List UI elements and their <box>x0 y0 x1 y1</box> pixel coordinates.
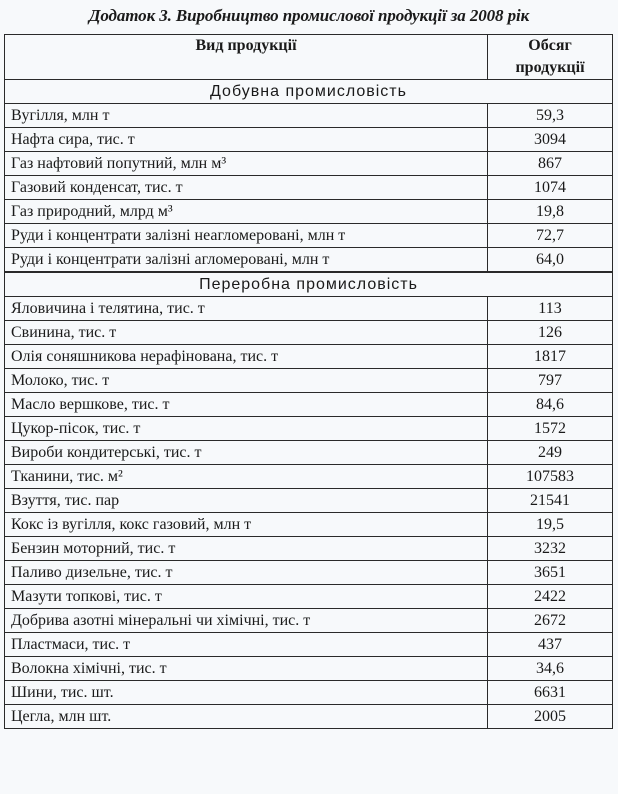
product-name-cell: Свинина, тис. т <box>5 321 488 345</box>
product-name-cell: Паливо дизельне, тис. т <box>5 561 488 585</box>
product-volume-cell: 3094 <box>488 128 613 152</box>
product-volume-cell: 84,6 <box>488 393 613 417</box>
product-volume-cell: 59,3 <box>488 104 613 128</box>
table-row <box>5 248 613 273</box>
table-caption: Додаток 3. Виробництво промислової продукції за 2008 рік <box>88 6 530 25</box>
product-name-cell: Шини, тис. шт. <box>5 681 488 705</box>
product-volume-cell: 126 <box>488 321 613 345</box>
column-header-product: Вид продукції <box>5 35 488 80</box>
product-volume-cell: 1074 <box>488 176 613 200</box>
header-row <box>5 35 613 80</box>
product-volume-cell: 249 <box>488 441 613 465</box>
product-volume-cell: 19,8 <box>488 200 613 224</box>
table-row <box>5 705 613 729</box>
section-row <box>5 272 613 297</box>
product-name-cell: Добрива азотні мінеральні чи хімічні, тис. т <box>5 609 488 633</box>
product-volume-cell: 21541 <box>488 489 613 513</box>
product-volume-cell: 1817 <box>488 345 613 369</box>
table-row <box>5 441 613 465</box>
product-name-cell: Мазути топкові, тис. т <box>5 585 488 609</box>
product-name-cell: Бензин моторний, тис. т <box>5 537 488 561</box>
product-name-cell: Газ нафтовий попутний, млн м³ <box>5 152 488 176</box>
table-row <box>5 152 613 176</box>
product-name-cell: Взуття, тис. пар <box>5 489 488 513</box>
product-name-cell: Олія соняшникова нерафінована, тис. т <box>5 345 488 369</box>
table-row <box>5 561 613 585</box>
product-name-cell: Пластмаси, тис. т <box>5 633 488 657</box>
table-row <box>5 128 613 152</box>
column-header-volume-line2: продукції <box>515 59 585 76</box>
product-name-cell: Цукор-пісок, тис. т <box>5 417 488 441</box>
table-row <box>5 489 613 513</box>
product-name-cell: Нафта сира, тис. т <box>5 128 488 152</box>
product-name-cell: Вироби кондитерські, тис. т <box>5 441 488 465</box>
product-volume-cell: 107583 <box>488 465 613 489</box>
table-row <box>5 465 613 489</box>
product-volume-cell: 867 <box>488 152 613 176</box>
product-volume-cell: 797 <box>488 369 613 393</box>
table-row <box>5 681 613 705</box>
table-row <box>5 176 613 200</box>
table-row <box>5 513 613 537</box>
column-header-volume <box>488 35 613 80</box>
table-body <box>5 80 613 729</box>
production-table <box>4 34 613 729</box>
product-name-cell: Тканини, тис. м² <box>5 465 488 489</box>
product-volume-cell: 1572 <box>488 417 613 441</box>
product-name-cell: Цегла, млн шт. <box>5 705 488 729</box>
table-row <box>5 417 613 441</box>
product-name-cell: Масло вершкове, тис. т <box>5 393 488 417</box>
table-row <box>5 345 613 369</box>
table-row <box>5 104 613 128</box>
product-name-cell: Яловичина і телятина, тис. т <box>5 297 488 321</box>
table-row <box>5 297 613 321</box>
product-volume-cell: 3651 <box>488 561 613 585</box>
table-row <box>5 200 613 224</box>
product-volume-cell: 64,0 <box>488 248 613 273</box>
product-volume-cell: 2422 <box>488 585 613 609</box>
product-volume-cell: 6631 <box>488 681 613 705</box>
table-row <box>5 393 613 417</box>
column-header-volume-line1: Обсяг <box>528 37 572 54</box>
product-volume-cell: 2005 <box>488 705 613 729</box>
table-row <box>5 657 613 681</box>
section-title: Переробна промисловість <box>5 272 613 297</box>
table-row <box>5 224 613 248</box>
product-name-cell: Кокс із вугілля, кокс газовий, млн т <box>5 513 488 537</box>
product-name-cell: Молоко, тис. т <box>5 369 488 393</box>
section-title: Добувна промисловість <box>5 80 613 104</box>
product-volume-cell: 72,7 <box>488 224 613 248</box>
product-volume-cell: 437 <box>488 633 613 657</box>
table-row <box>5 369 613 393</box>
product-name-cell: Руди і концентрати залізні агломеровані, млн т <box>5 248 488 273</box>
table-row <box>5 321 613 345</box>
product-volume-cell: 113 <box>488 297 613 321</box>
product-volume-cell: 3232 <box>488 537 613 561</box>
product-name-cell: Вугілля, млн т <box>5 104 488 128</box>
table-row <box>5 609 613 633</box>
product-name-cell: Газовий конденсат, тис. т <box>5 176 488 200</box>
product-name-cell: Руди і концентрати залізні неагломеровані, млн т <box>5 224 488 248</box>
product-name-cell: Газ природний, млрд м³ <box>5 200 488 224</box>
product-volume-cell: 2672 <box>488 609 613 633</box>
product-name-cell: Волокна хімічні, тис. т <box>5 657 488 681</box>
table-row <box>5 633 613 657</box>
table-row <box>5 537 613 561</box>
table-row <box>5 585 613 609</box>
product-volume-cell: 19,5 <box>488 513 613 537</box>
section-row <box>5 80 613 104</box>
product-volume-cell: 34,6 <box>488 657 613 681</box>
